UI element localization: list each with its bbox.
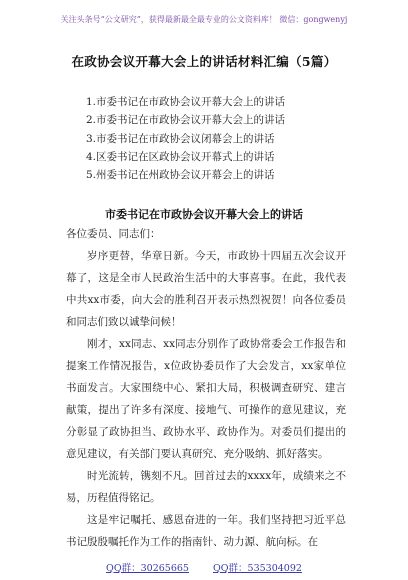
qq-group-link[interactable]: QQ群：30265665 [106,563,189,574]
speech-title: 市委书记在市政协会议开幕大会上的讲话 [105,208,303,221]
toc-item: 4.区委书记在区政协会议开幕式上的讲话 [86,150,275,163]
speech-body [66,223,346,553]
toc-item: 1.市委书记在市政协会议开幕大会上的讲话 [86,96,286,108]
paragraph: 时光流转，镌刻不凡。回首过去的xxxx年，成绩来之不易，历程值得铭记。 [66,470,346,504]
paragraph: 这是牢记嘱托、感恩奋进的一年。我们坚持把习近平总书记殷殷嘱托作为工作的指南针、动力源、航向标。在 [66,514,346,548]
toc-item: 5.州委书记在州政协会议开幕会上的讲话 [86,169,275,182]
salutation: 各位委员、同志们： [66,228,161,240]
paragraph: 岁序更替，华章日新。今天，市政协十四届五次会议开幕了，这是全市人民政治生活中的大事喜事。在此，我代表中共xx市委，向大会的胜利召开表示热烈祝贺！向各位委员和同志们致以诚挚问候！ [66,250,346,328]
document-title: 在政协会议开幕大会上的讲话材料汇编（5篇） [71,54,337,69]
footer [0,560,408,574]
toc-item: 3.市委书记在市政协会议闭幕会上的讲话 [86,132,275,145]
toc-item: 2.市委书记在市政协会议开幕大会上的讲话 [86,114,286,127]
header-banner: 关注头条号“公文研究”，获得最新最全最专业的公文资料库！ 微信：gongwenyj [60,15,348,24]
paragraph: 刚才，xx同志、xx同志分别作了政协常委会工作报告和提案工作情况报告，x位政协委员作了大会发言，xx家单位书面发言。大家围绕中心、紧扣大局，积极调查研究、建言献策，提出了许多有深度、接地气、可操作的意见建议，充分彰显了政协担当、政协水平、政协作为。对委员们提出的意见建议，有关部门要认真研究、充分吸纳、抓好落实。 [66,338,346,460]
qq-group-link[interactable]: QQ群：535304092 [212,563,302,574]
table-of-contents [86,93,285,184]
